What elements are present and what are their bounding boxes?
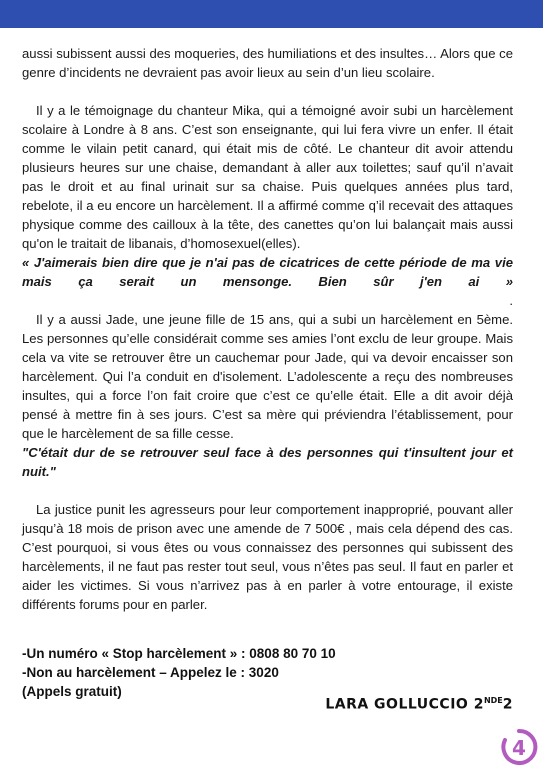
author-name: LARA GOLLUCCIO 2 [325,696,484,713]
paragraph-intro-end: aussi subissent aussi des moqueries, des humiliations et des insultes… Alors que ce genre d’incidents ne devraient pas avoir lieux au sein d’un lieu scolaire. [22,46,513,80]
author-class-sup: NDE [483,696,503,705]
contact-list [22,644,336,701]
paragraph-mika: Il y a le témoignage du chanteur Mika, qui a témoigné avoir subi un harcèlement scolaire à Londre à 8 ans. C’est son enseignante, qui lui fera vivre un enfer. Il était comme le vilain petit canard, qui était mis de côté. Le chanteur dit avoir attendu plusieurs heures sur une chaise, demandant à aller aux toilettes; sauf qu’il n’avait pas le droit et au final urinait sur sa chaise. Puis quelques années plus tard, rebelote, il a eu encore un harcèlement. Il a affirmé comme q’il recevait des attaques physique comme des cailloux à la tête, des canettes qu’on lui balançait mais aussi qu'on le traitait de libanais, d’homosexuel(elles). [22,103,513,251]
paragraph-justice: La justice punit les agresseurs pour leur comportement inapproprié, pouvant aller jusqu’à 18 mois de prison avec une amende de 7 500€ , mais cela dépend des cas. C’est pourquoi, si vous êtes ou vous connaissez des personnes qui subissent des harcèlements, il ne faut pas rester tout seul, vous n’êtes pas seul. Il faut en parler et aider les victimes. Si vous n’arrivez pas à en parler à votre entourage, il existe différents forums pour en parler. [22,502,513,612]
author-signature [325,696,513,713]
top-color-bar [0,0,543,28]
contact-free-calls-note: (Appels gratuit) [22,684,122,699]
contact-non-au-harcelement: -Non au harcèlement – Appelez le : 3020 [22,665,279,680]
quote-jade: "C'était dur de se retrouver seul face à des personnes qui t'insultent jour et nuit." [22,445,513,479]
author-class-suffix: 2 [502,696,513,713]
page-number: 4 [512,736,526,760]
article-body [22,44,513,614]
page-number-badge [500,728,538,766]
paragraph-jade: Il y a aussi Jade, une jeune fille de 15 ans, qui a subi un harcèlement en 5ème. Les personnes qu’elle considérait comme ses amies l’ont exclu de leur groupe. Mais cela va vite se retrouver être un cauchemar pour Jade, qui va devoir encaisser son harcèlement. Qui l’a conduit en d'isolement. L’adolescente a reçu des nombreuses insultes, qui a force l’on fait croire que c’est ce qu’elle était. Elle a dit avoir déjà pensé à mettre fin à ses jours. C’est sa mère qui préviendra l’établissement, pour que le harcèlement de sa fille cesse. [22,312,513,441]
quote-mika-dot: . [509,293,513,308]
contact-stop-harcelement: -Un numéro « Stop harcèlement » : 0808 80 70 10 [22,646,336,661]
quote-mika: « J'aimerais bien dire que je n'ai pas de cicatrices de cette période de ma vie mais ça serait un mensonge. Bien sûr j'en ai » [22,255,513,289]
